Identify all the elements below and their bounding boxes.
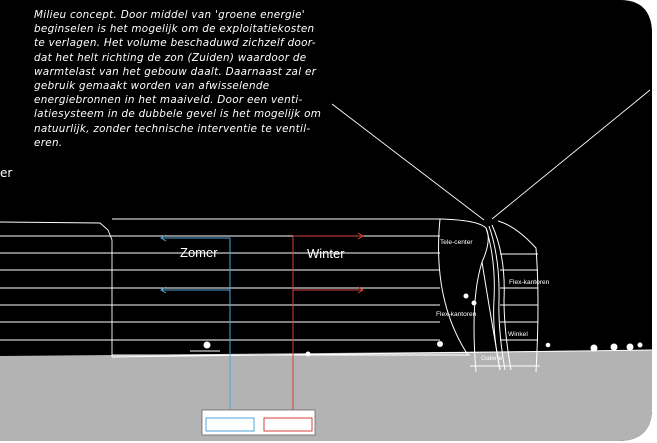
label-flex-kantoren-left: Flex-kantoren	[436, 311, 477, 318]
label-galerie: Galerie	[481, 355, 503, 362]
label-tele-center: Tele-center	[440, 239, 473, 246]
cropped-edge-text: er	[0, 166, 13, 180]
ground-installation	[202, 410, 315, 435]
winter-label: Winter	[307, 246, 345, 261]
summer-label: Zomer	[180, 245, 218, 260]
label-flex-kantoren-right: Flex-kantoren	[509, 279, 550, 286]
ground-band	[0, 350, 652, 441]
description-text: Milieu concept. Door middel van 'groene energie' beginselen is het mogelijk om de exploitatiekosten te verlagen. Het volume beschaduwd zichzelf door- dat het helt richting de zon (Zuiden) waardoor de warmtelast van het gebouw daalt. Daarnaast zal er gebruik gemaakt worden van afwisselende energiebronnen in het maaiveld. Door een venti- latiesysteem in de dubbele gevel is het mogelijk om natuurlijk, zonder technische interventie te ventil- eren.	[34, 9, 322, 149]
label-winkel: Winkel	[508, 331, 528, 338]
